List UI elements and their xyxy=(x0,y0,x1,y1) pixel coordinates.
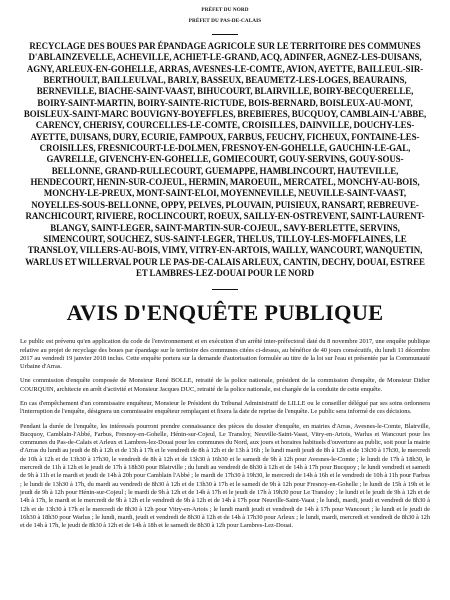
divider xyxy=(212,289,238,290)
notice-heading: AVIS D'ENQUÊTE PUBLIQUE xyxy=(66,300,384,326)
commission-paragraph: Une commission d'enquête composée de Monsieur René BOLLE, retraité de la police nationale, président de la commission d'enquête, de Monsieur Didier COURQUIN, architecte en arrêt d'activité et Monsieur Jacques DUC, retraité de la police nationale, est chargée de la conduite de cette enquête. xyxy=(20,377,430,393)
prefect-nord-heading: PRÉFET DU NORD xyxy=(201,7,249,13)
project-title: RECYCLAGE DES BOUES PAR ÉPANDAGE AGRICOLE SUR LE TERRITOIRE DES COMMUNES D'ABLAINZEVELLE, ACHEVILLE, ACHIET-LE-GRAND, ACQ, ADINFER, AGNEZ-LES-DUISANS, AGNY, ARLEUX-EN-GOHELLE, ARRAS, AVESNES-LE-COMTE, AVION, AYETTE, BAILLEUL-SIR-BERTHOULT, BAILLEULVAL, BARLY, BASSEUX, BEAUMETZ-LES-LOGES, BEAURAINS, BERNEVILLE, BIACHE-SAINT-VAAST, BIHUCOURT, BLAIRVILLE, BOIRY-BECQUERELLE, BOIRY-SAINT-MARTIN, BOIRY-SAINTE-RICTUDE, BOIS-BERNARD, BOISLEUX-AU-MONT, BOISLEUX-SAINT-MARC BOUVIGNY-BOYEFFLES, BREBIERES, BUCQUOY, CAMBLAIN-L'ABBE, CARENCY, CHERISY, COURCELLES-LE-COMTE, CROISILLES, DAINVILLE, DOUCHY-LES-AYETTE, DUISANS, DURY, ECURIE, FAMPOUX, FARBUS, FEUCHY, FICHEUX, FONTAINE-LES-CROISILLES, FRESNICOURT-LE-DOLMEN, FRESNOY-EN-GOHELLE, GAUCHIN-LE-GAL, GAVRELLE, GIVENCHY-EN-GOHELLE, GOMIECOURT, GOUY-SERVINS, GOUY-SOUS-BELLONNE, GRAND-RULLECOURT, GUEMAPPE, HAMBLINCOURT, HAUTEVILLE, HENDECOURT, HENIN-SUR-COJEUL, HERMIN, MAROEUIL, MERCATEL, MONCHY-AU-BOIS, MONCHY-LE-PREUX, MONT-SAINT-ELOI, MOYENNEVILLE, NEUVILLE-SAINT-VAAST, NOYELLES-SOUS-BELLONNE, OPPY, PELVES, PLOUVAIN, PUISIEUX, RANSART, REBREUVE-RANCHICOURT, RIVIERE, ROCLINCOURT, ROEUX, SAILLY-EN-OSTREVENT, SAINT-LAURENT-BLANGY, SAINT-LEGER, SAINT-MARTIN-SUR-COJEUL, SAVY-BERLETTE, SERVINS, SIMENCOURT, SOUCHEZ, SUS-SAINT-LEGER, THELUS, TILLOY-LES-MOFFLAINES, LE TRANSLOY, VILLERS-AU-BOIS, VIMY, VITRY-EN-ARTOIS, WAILLY, WANCOURT, WANQUETIN, WARLUS ET WILLERVAL POUR LE PAS-DE-CALAIS ARLEUX, CANTIN, DECHY, DOUAI, ESTREE ET LAMBRES-LEZ-DOUAI POUR LE NORD xyxy=(23,41,427,278)
consultation-paragraph: Pendant la durée de l'enquête, les intéressés pourront prendre connaissance des pièces du dossier d'enquête, en mairies d'Arras, Avesnes-le-Comte, Blairville, Bucquoy, Camblain-l'Abbé, Farbus, Fresnoy-en-Gohelle, Hénin-sur-Cojeul, Le Transloy, Neuville-Saint-Vaast, Vitry-en-Artois, Warlus et Wancourt pour les communes du Pas-de-Calais et Arleux et Lambres-lez-Douai pour les communes du Nord, aux jours et horaires habituels d'ouverture au public, soit pour la mairie d'Arras du lundi au jeudi de 8h à 12h et de 13h à 17h et le vendredi de 8h à 12h et de 13h à 16h ; le lundi mardi jeudi de 8h à 12h et de 13h30 à 17h30, le mercredi de 10h à 12h et de 13h30 à 17h30, le vendredi de 8h à 12h et de 13h30 à 16h30 et le samedi de 9h à 12h pour Avesnes-le-Comte ; le lundi de 17h à 18h30, le mercredi de 11h à 12h et le jeudi de 17h à 18h30 pour Blairville ; du lundi au vendredi de 8h30 à 12h et de 14h à 17h pour Bucquoy ; le lundi vendredi et samedi de 9h à 11h et le mardi et jeudi de 14h à 20h pour Camblain l'Abbé ; le mardi de 17h30 à 19h30, le mercredi de 14h à 16h et le vendredi de 10h à 11h pour Farbus ; le lundi de 13h30 à 17h, du mardi au vendredi de 8h30 à 12h et de 13h30 à 17h et le samedi de 9h à 12h pour Fresnoy-en-Gohelle ; le lundi de 15h à 19h et le jeudi de 9h à 12h pour Hénin-sur-Cojeul ; le mardi de 9h à 12h et de 14h à 17h et le jeudi de 17h à 19h30 pour Le Transloy ; le lundi et le jeudi de 9h à 12h et de 14h à 17h, le mardi et le mercredi de 9h à 12h et le vendredi de 9h à 12h et de 14h à 17h pour Neuville-Saint-Vaast ; le lundi, mardi, jeudi et vendredi de 8h30 à 12h et de 13h30 à 17h et le mercredi de 8h30 à 12h pour Vitry-en-Artois ; le lundi mardi jeudi et vendredi de 14h à 17h pour Wancourt ; le lundi et le jeudi de 16h30 à 18h30 pour Warlus ; le lundi, mardi, jeudi et vendredi de 8h30 à 12h et de 14h à 17h30 pour Arleux ; le lundi, mardi, mercredi et vendredi de 8h30 à 12h et de 14h à 17h, le jeudi de 8h30 à 12h et de 14h à 18h et le samedi de 8h30 à 12h pour Lambres-Lez-Douai. xyxy=(20,422,430,530)
divider xyxy=(212,34,238,35)
intro-paragraph: Le public est prévenu qu'en application du code de l'environnement et en exécution d'un arrêté inter-préfectoral daté du 8 novembre 2017, une enquête publique relative au projet de recyclage des boues par épandage sur le territoire des communes citées ci-dessus, au bénéfice de 40 jours consécutifs, du lundi 11 décembre 2017 au vendredi 19 janvier 2018 inclus. Cette enquête portera sur la demande d'autorisation formulée au titre de la loi sur l'eau et présentée par la Communauté Urbaine d'Arras. xyxy=(20,338,430,371)
notice-body xyxy=(20,338,430,530)
prefect-pdc-heading: PRÉFET DU PAS-DE-CALAIS xyxy=(188,18,262,24)
replacement-paragraph: En cas d'empêchement d'un commissaire enquêteur, Monsieur le Président du Tribunal Administratif de LILLE ou le conseiller délégué par ses soins ordonnera l'interruption de l'enquête, désignera un commissaire enquêteur remplaçant et fixera la date de reprise de l'enquête. Le public sera informé de ces décisions. xyxy=(20,400,430,416)
